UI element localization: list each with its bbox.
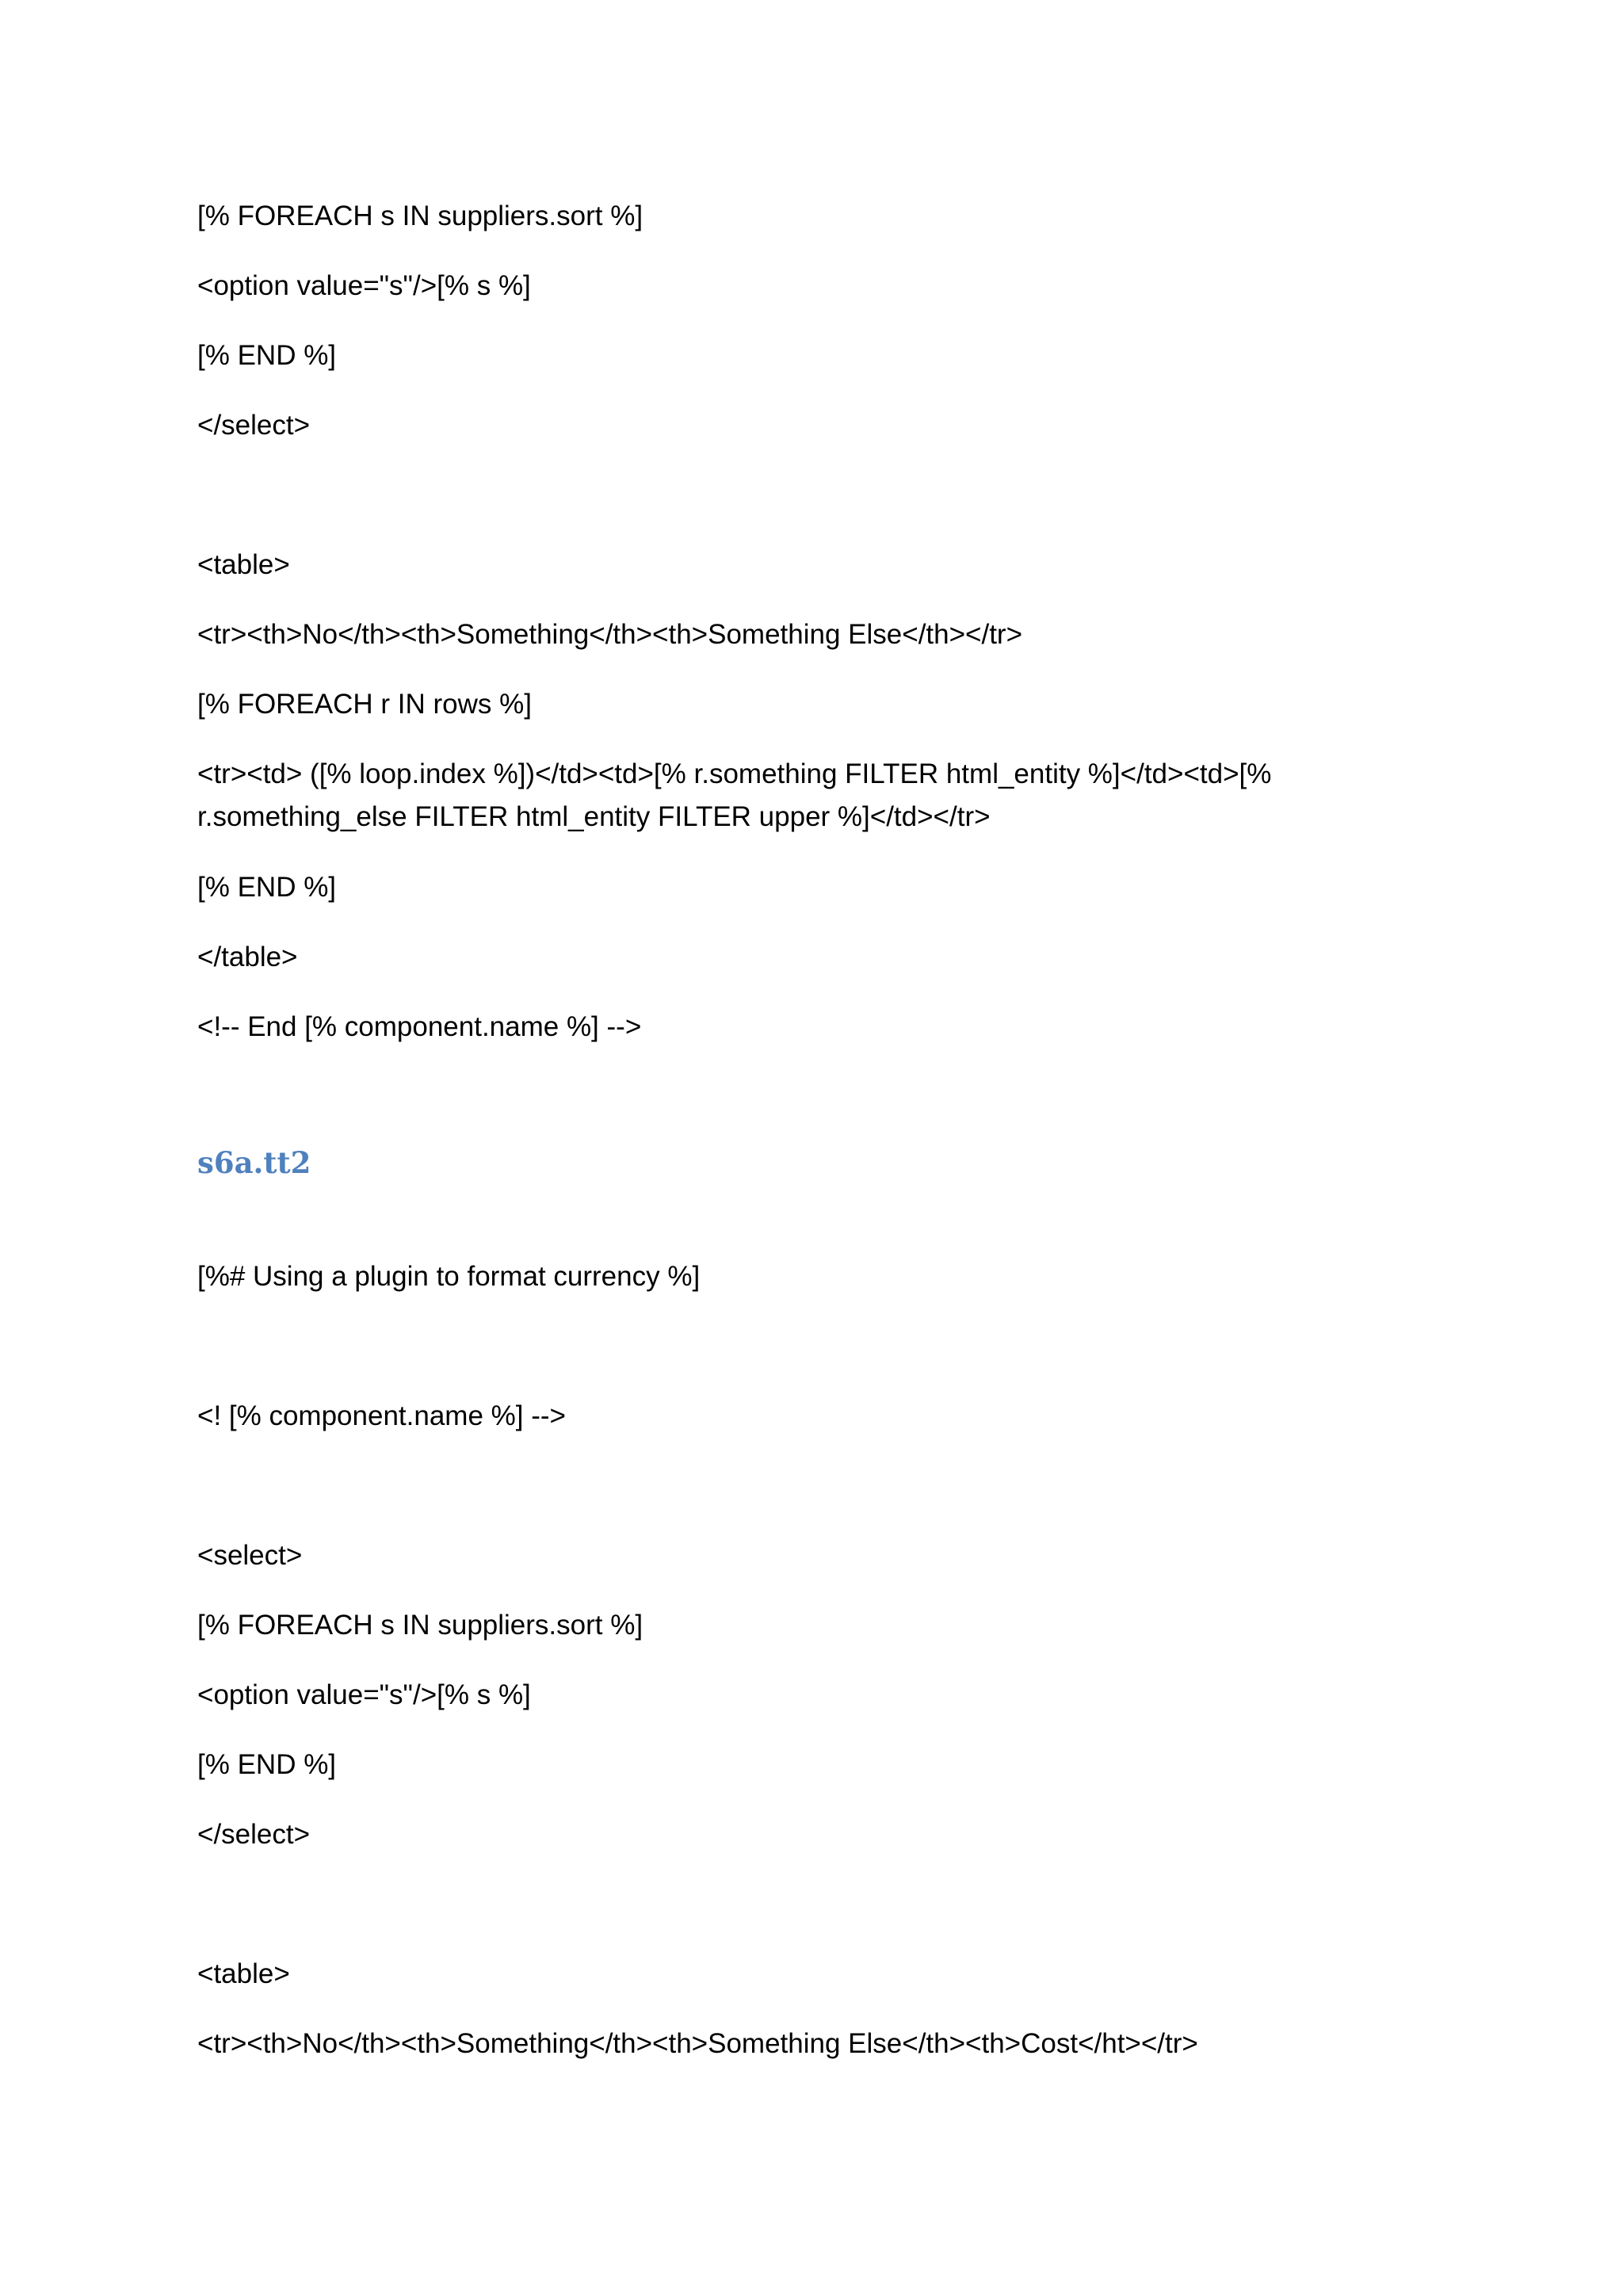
code-line: [% END %] [197, 872, 337, 903]
code-line: [% FOREACH s IN suppliers.sort %] [197, 1610, 643, 1641]
code-line: <!-- End [% component.name %] --> [197, 1011, 642, 1042]
code-line: <option value="s"/>[% s %] [197, 270, 531, 301]
code-line: [% END %] [197, 340, 337, 371]
code-line: </select> [197, 1819, 311, 1850]
code-line: r.something_else FILTER html_entity FILTER upper %]</td></tr> [197, 801, 991, 832]
code-line: [%# Using a plugin to format currency %] [197, 1261, 701, 1292]
code-line: <! [% component.name %] --> [197, 1400, 566, 1431]
code-line: <table> [197, 1958, 290, 1989]
code-line: </table> [197, 942, 298, 972]
code-line: <option value="s"/>[% s %] [197, 1679, 531, 1710]
code-line: </select> [197, 410, 311, 441]
code-line: <tr><td> ([% loop.index %])</td><td>[% r.something FILTER html_entity %]</td><td>[% [197, 758, 1272, 789]
code-line: [% FOREACH s IN suppliers.sort %] [197, 201, 643, 231]
code-line: [% FOREACH r IN rows %] [197, 689, 532, 720]
code-line: <select> [197, 1540, 303, 1571]
code-line: [% END %] [197, 1749, 337, 1780]
code-line: <table> [197, 549, 290, 580]
code-line: <tr><th>No</th><th>Something</th><th>Something Else</th></tr> [197, 619, 1023, 650]
section-heading: s6a.tt2 [197, 1145, 311, 1180]
code-line: <tr><th>No</th><th>Something</th><th>Something Else</th><th>Cost</ht></tr> [197, 2028, 1198, 2059]
